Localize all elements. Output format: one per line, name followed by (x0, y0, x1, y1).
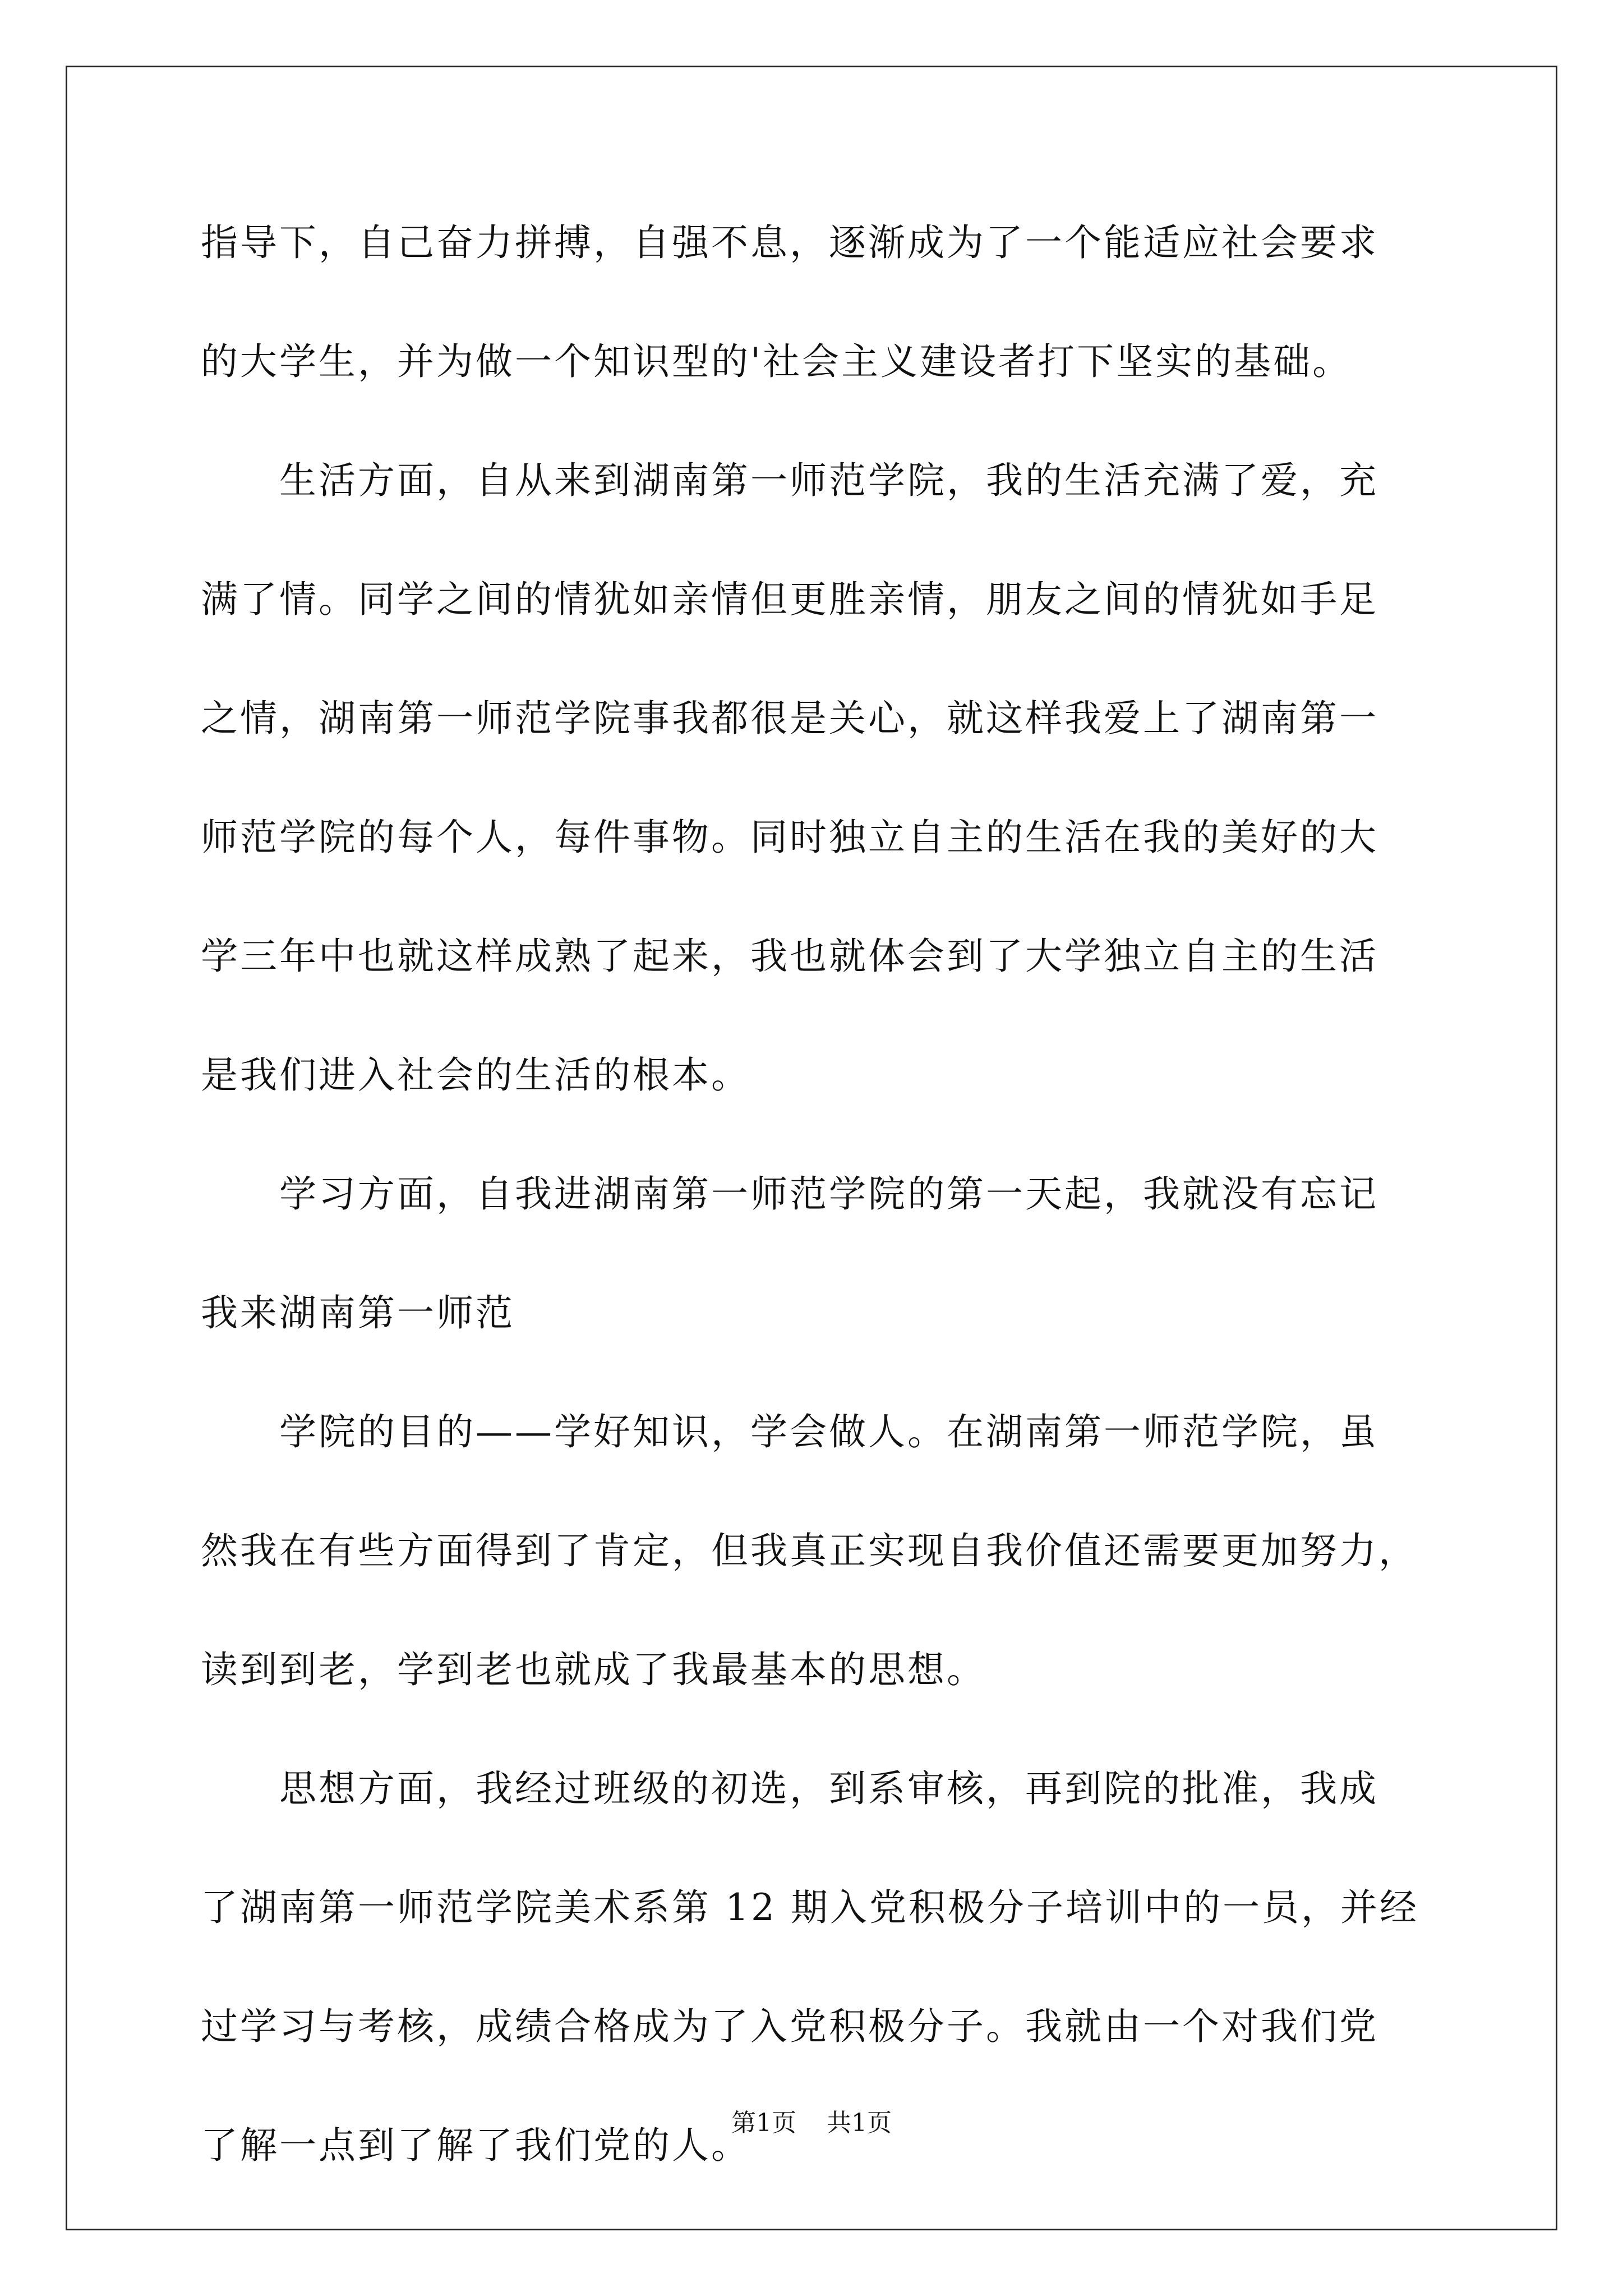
text-line: 学习方面，自我进湖南第一师范学院的第一天起，我就没有忘记 (201, 1172, 1378, 1216)
text-line: 学院的目的——学好知识，学会做人。在湖南第一师范学院，虽 (201, 1410, 1378, 1453)
document-body (201, 216, 1435, 2238)
text-line: 了解一点到了解了我们党的人。 (201, 2124, 750, 2167)
text-line: 学三年中也就这样成熟了起来，我也就体会到了大学独立自主的生活 (201, 935, 1378, 978)
page-total: 共1页 (827, 2109, 892, 2137)
text-line: 是我们进入社会的生活的根本。 (201, 1053, 750, 1097)
text-line: 我来湖南第一师范 (201, 1291, 515, 1335)
text-line: 的大学生，并为做一个知识型的'社会主义建设者打下坚实的基础。 (201, 340, 1352, 383)
text-line: 然我在有些方面得到了肯定，但我真正实现自我价值还需要更加努力， (201, 1529, 1418, 1572)
text-line: 师范学院的每个人，每件事物。同时独立自主的生活在我的美好的大 (201, 816, 1378, 859)
page-number: 第1页 (731, 2109, 796, 2137)
text-line: 思想方面，我经过班级的初选，到系审核，再到院的批准，我成 (201, 1767, 1378, 1810)
text-line: 指导下，自己奋力拼搏，自强不息，逐渐成为了一个能适应社会要求 (201, 221, 1378, 264)
page-footer (0, 2106, 1623, 2140)
text-line: 读到到老，学到老也就成了我最基本的思想。 (201, 1648, 986, 1691)
text-line: 满了情。同学之间的情犹如亲情但更胜亲情，朋友之间的情犹如手足 (201, 578, 1378, 621)
text-line: 了湖南第一师范学院美术系第 12 期入党积极分子培训中的一员，并经 (201, 1886, 1419, 1929)
text-line: 之情，湖南第一师范学院事我都很是关心，就这样我爱上了湖南第一 (201, 697, 1378, 740)
text-line: 生活方面，自从来到湖南第一师范学院，我的生活充满了爱，充 (201, 459, 1378, 502)
text-line: 过学习与考核，成绩合格成为了入党积极分子。我就由一个对我们党 (201, 2005, 1378, 2048)
